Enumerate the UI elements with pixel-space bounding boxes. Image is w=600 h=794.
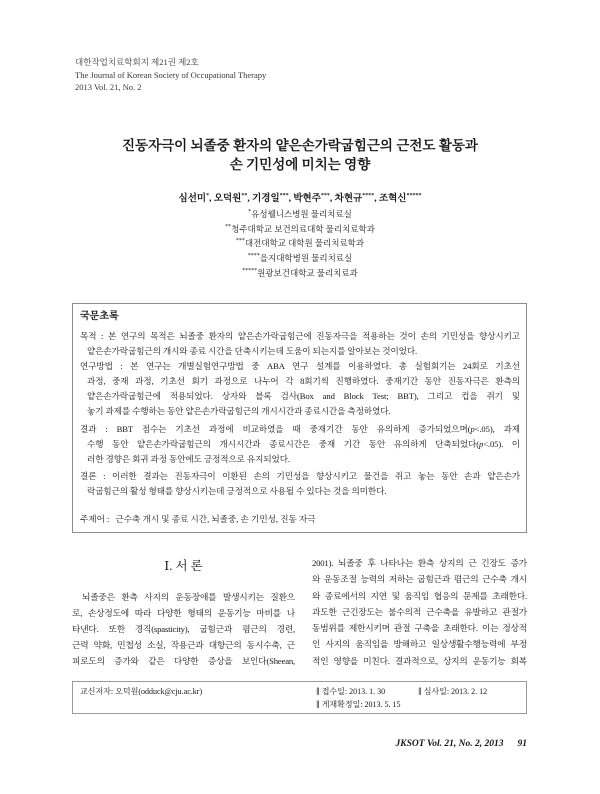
journal-header [75, 56, 395, 94]
affiliation [140, 251, 460, 266]
correspondence-box [72, 681, 527, 714]
abstract-line [80, 422, 520, 437]
author-affiliation-mark: * [206, 192, 210, 199]
abstract-text: <.05). 이 [483, 438, 520, 449]
affiliation [140, 207, 460, 222]
p-value-symbol: p [470, 423, 475, 434]
abstract-line: 목적 : 본 연구의 목적은 뇌졸중 환자의 얕은손가락굽힘근에 진동자극을 적용하는 것이 손의 기민성을 향상시키고 [80, 331, 520, 341]
author-name: 기경일 [252, 194, 280, 204]
body-line: 피로도의 증가와 같은 다양한 증상을 보인다(Sheean, [72, 656, 295, 666]
author-affiliation-mark: *** [279, 192, 289, 199]
abstract-line: 결론 : 이러한 결과는 진동자극이 이환된 손의 기민성을 향상시키고 물건을 쥐고 놓는 동안 손과 얕은손가 [80, 471, 520, 481]
abstract-line: 얕은손가락굽힘근에 적용되었다. 상자와 블록 검사(Box and Block Test; BBT), 그리고 컵을 쥐기 및 [87, 391, 520, 401]
author-name: 박현주 [293, 194, 321, 204]
author-name: 차현규 [334, 194, 363, 204]
author-separator: , [288, 194, 294, 204]
abstract-line [80, 437, 520, 452]
page-number: 91 [517, 739, 527, 749]
affiliation-text: 유성웰니스병원 물리치료실 [251, 209, 352, 219]
running-footer-journal: JKSOT Vol. 21, No. 2, 2013 [395, 739, 504, 749]
corresponding-author: 교신저자: 오덕원(odduck@cju.ac.kr) [80, 687, 203, 696]
author-affiliation-mark: **** [362, 192, 375, 199]
body-line: 타낸다. 또한 경직(spasticity), 굽힘근과 폄근의 경련, [72, 624, 295, 634]
body-line: 2001). 뇌졸중 후 나타나는 환측 상지의 근 긴장도 증가 [312, 558, 527, 568]
keywords [80, 512, 520, 527]
affiliation-text: 청주대학교 보건의료대학 물리치료학과 [231, 223, 375, 234]
abstract-methods [80, 359, 520, 419]
affiliation-mark: ** [225, 223, 232, 230]
abstract-text: 수행 동안 얕은손가락굽힘근의 개시시간과 종료시간은 중재 기간 동안 유의하게 단축되었다( [87, 438, 479, 449]
journal-issue: 2013 Vol. 21, No. 2 [75, 82, 142, 92]
author-separator: , [209, 194, 214, 204]
body-column-left [72, 589, 295, 669]
author-separator: , [329, 194, 335, 204]
body-line: 과도한 근긴장도는 불수의적 근수축을 유발하고 관절가 [312, 606, 527, 617]
body-line: 인 사지의 움직임을 방해하고 일상생활수행능력에 부정 [312, 639, 527, 650]
affiliation [140, 222, 460, 237]
section-heading: Ⅰ. 서 론 [164, 559, 203, 573]
keywords-label: 주제어 : [80, 514, 110, 524]
affiliation-mark: * [248, 209, 252, 216]
affiliation [140, 236, 460, 251]
author-list [40, 192, 560, 206]
abstract-line: 락굽힘근의 활성 형태를 향상시키는데 긍정적으로 사용될 수 있다는 것을 의미한다. [87, 486, 387, 496]
body-line: 동범위를 제한시키며 관절 구축을 초래한다. 이는 정상적 [312, 623, 527, 634]
running-footer [300, 737, 527, 751]
author-name: 오덕원 [213, 194, 242, 204]
author-affiliation-mark: ***** [406, 192, 422, 199]
journal-english-name: The Journal of Korean Society of Occupational Therapy [75, 69, 267, 80]
keywords-list: 근수축 개시 및 종료 시간, 뇌졸중, 손 기민성, 진동 자극 [115, 514, 316, 524]
title-line: 진동자극이 뇌졸중 환자의 얕은손가락굽힘근의 근전도 활동과 [122, 138, 478, 153]
affiliation-text: 을지대학병원 물리치료실 [259, 253, 353, 264]
author-name: 심선미 [178, 194, 207, 204]
abstract-conclusion [80, 469, 520, 499]
affiliation-mark: ***** [242, 267, 258, 274]
author-affiliation-mark: ** [241, 192, 248, 199]
author-separator: , [247, 194, 253, 204]
body-line: 와 종료에서의 지연 및 움직임 협응의 문제를 초래한다. [312, 590, 527, 601]
affiliation [140, 266, 460, 281]
abstract-body [80, 329, 520, 499]
abstract-box [72, 303, 527, 533]
body-line: 적인 영향을 미친다. 결과적으로, 상지의 운동기능 회복 [312, 655, 527, 666]
abstract-results [80, 422, 520, 467]
abstract-line: 과정, 중재 과정, 기초선 회기 과정으로 나누어 각 8회기씩 진행하였다. 중재기간 동안 진동자극은 환측의 [87, 376, 520, 386]
abstract-purpose [80, 329, 520, 359]
author-affiliation-mark: *** [320, 192, 330, 199]
paper-title [40, 136, 560, 174]
body-line: 근력 약화, 민첩성 소실, 작용근과 대항근의 동시수축, 근 [72, 640, 295, 650]
abstract-heading: 국문초록 [80, 311, 119, 322]
p-value-symbol: p [478, 438, 484, 449]
author-separator: , [374, 194, 379, 204]
affiliation-list [140, 207, 460, 281]
received-date: ∥ 접수일: 2013. 1. 30 [316, 687, 386, 696]
body-line: 뇌졸중은 환측 사지의 운동장애를 발생시키는 질환으 [82, 592, 295, 602]
abstract-text: <.05), 과제 [474, 423, 520, 434]
abstract-line: 연구방법 : 본 연구는 개별실험연구방법 중 ABA 연구 설계를 이용하였다. 총 실험회기는 24회로 기초선 [80, 361, 520, 371]
title-line: 손 기민성에 미치는 영향 [229, 157, 371, 172]
abstract-line: 놓기 과제를 수행하는 동안 얕은손가락굽힘근의 개시시간과 종료시간을 측정하였다. [87, 406, 391, 416]
body-line: 로, 손상정도에 따라 다양한 형태의 운동기능 마비를 나 [72, 608, 295, 618]
journal-korean-name: 대한작업치료학회지 제21권 제2호 [75, 57, 199, 67]
abstract-line: 러한 경향은 회귀 과정 동안에도 긍정적으로 유지되었다. [87, 453, 290, 464]
body-line: 와 운동조절 능력의 저하는 굽힘근과 폄근의 근수축 개시 [312, 574, 527, 585]
author-name: 조혁신 [378, 194, 407, 204]
abstract-line: 얕은손가락굽힘근의 개시와 종료 시간을 단축시키는데 도움이 되는지를 알아보는 것이었다. [87, 346, 418, 356]
affiliation-text: 원광보건대학교 물리치료과 [257, 267, 358, 278]
abstract-text: 결과 : BBT 점수는 기초선 과정에 비교하였을 때 중재기간 동안 유의하게 증가되었으며( [80, 423, 471, 434]
affiliation-mark: *** [235, 238, 245, 245]
accepted-date: ∥ 게재확정일: 2013. 5. 15 [316, 700, 401, 709]
affiliation-mark: **** [247, 253, 260, 260]
reviewed-date: ∥ 심사일: 2013. 2. 12 [418, 687, 488, 696]
affiliation-text: 대전대학교 대학원 물리치료학과 [244, 238, 365, 249]
body-column-right [312, 555, 527, 669]
